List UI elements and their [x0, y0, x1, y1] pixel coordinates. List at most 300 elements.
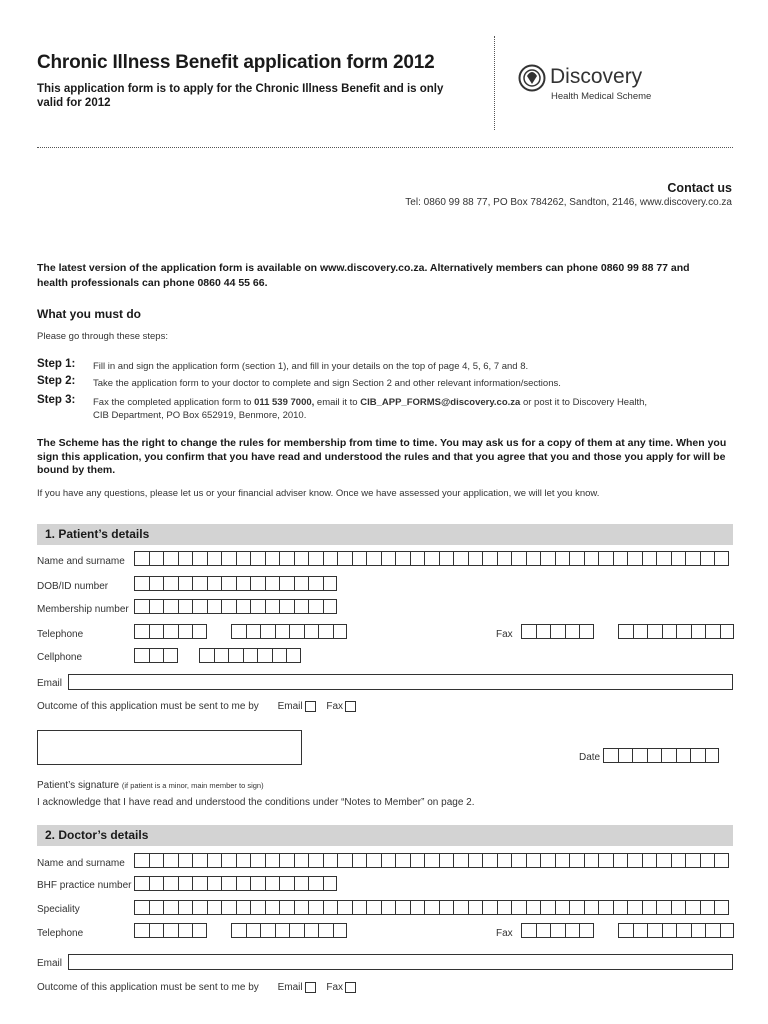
char-box[interactable]	[395, 900, 410, 915]
char-box[interactable]	[618, 624, 633, 639]
doctor-name-label: Name and surname	[37, 858, 125, 869]
char-box[interactable]	[453, 853, 468, 868]
doctor-email-field[interactable]	[68, 954, 733, 970]
char-box[interactable]	[228, 648, 243, 663]
char-box[interactable]	[275, 923, 290, 938]
char-box[interactable]	[260, 624, 275, 639]
char-box[interactable]	[134, 853, 149, 868]
patient-dob-label: DOB/ID number	[37, 581, 109, 592]
char-box[interactable]	[231, 624, 246, 639]
char-box[interactable]	[207, 551, 222, 566]
char-box[interactable]	[395, 853, 410, 868]
char-box[interactable]	[221, 599, 236, 614]
char-box[interactable]	[279, 876, 294, 891]
char-box[interactable]	[163, 551, 178, 566]
char-box[interactable]	[192, 876, 207, 891]
char-box[interactable]	[163, 648, 178, 663]
cellphone-code-field[interactable]	[134, 648, 178, 663]
char-box[interactable]	[352, 551, 367, 566]
char-box[interactable]	[642, 551, 657, 566]
char-box[interactable]	[192, 551, 207, 566]
char-box[interactable]	[671, 551, 686, 566]
char-box[interactable]	[424, 900, 439, 915]
cellphone-number-field[interactable]	[199, 648, 301, 663]
char-box[interactable]	[691, 624, 706, 639]
char-box[interactable]	[192, 576, 207, 591]
char-box[interactable]	[304, 624, 319, 639]
char-box[interactable]	[550, 624, 565, 639]
char-box[interactable]	[497, 900, 512, 915]
contact-details: Tel: 0860 99 88 77, PO Box 784262, Sandton, 2146, www.discovery.co.za	[405, 197, 732, 208]
char-box[interactable]	[633, 923, 648, 938]
membership-number-label: Membership number	[37, 604, 129, 615]
char-box[interactable]	[555, 900, 570, 915]
char-box[interactable]	[236, 876, 251, 891]
char-box[interactable]	[720, 923, 735, 938]
char-box[interactable]	[163, 923, 178, 938]
char-box[interactable]	[352, 853, 367, 868]
char-box[interactable]	[511, 900, 526, 915]
char-box[interactable]	[333, 923, 348, 938]
char-box[interactable]	[318, 624, 333, 639]
char-box[interactable]	[231, 923, 246, 938]
char-box[interactable]	[323, 551, 338, 566]
char-box[interactable]	[662, 923, 677, 938]
speciality-label: Speciality	[37, 904, 80, 915]
char-box[interactable]	[246, 923, 261, 938]
patient-outcome-row: Outcome of this application must be sent to me by Email Fax	[37, 701, 356, 712]
char-box[interactable]	[192, 923, 207, 938]
char-box[interactable]	[294, 853, 309, 868]
char-box[interactable]	[705, 748, 720, 763]
patient-email-field[interactable]	[68, 674, 733, 690]
char-box[interactable]	[178, 900, 193, 915]
date-field[interactable]	[603, 748, 719, 763]
char-box[interactable]	[700, 900, 715, 915]
char-box[interactable]	[265, 900, 280, 915]
char-box[interactable]	[289, 624, 304, 639]
char-box[interactable]	[178, 624, 193, 639]
logo-wordmark: Discovery	[550, 65, 643, 88]
char-box[interactable]	[286, 648, 301, 663]
char-box[interactable]	[250, 900, 265, 915]
char-box[interactable]	[366, 900, 381, 915]
char-box[interactable]	[265, 876, 280, 891]
char-box[interactable]	[221, 551, 236, 566]
char-box[interactable]	[289, 923, 304, 938]
section-1-header: 1. Patient’s details	[37, 524, 733, 545]
char-box[interactable]	[661, 748, 676, 763]
char-box[interactable]	[439, 853, 454, 868]
char-box[interactable]	[627, 853, 642, 868]
step-3-label: Step 3:	[37, 394, 76, 406]
char-box[interactable]	[584, 900, 599, 915]
char-box[interactable]	[714, 853, 729, 868]
char-box[interactable]	[337, 900, 352, 915]
char-box[interactable]	[149, 923, 164, 938]
char-box[interactable]	[700, 551, 715, 566]
char-box[interactable]	[569, 900, 584, 915]
char-box[interactable]	[149, 900, 164, 915]
char-box[interactable]	[134, 551, 149, 566]
bhf-practice-number-field[interactable]	[134, 876, 337, 891]
char-box[interactable]	[410, 853, 425, 868]
char-box[interactable]	[236, 576, 251, 591]
char-box[interactable]	[685, 900, 700, 915]
char-box[interactable]	[632, 748, 647, 763]
char-box[interactable]	[192, 624, 207, 639]
char-box[interactable]	[410, 900, 425, 915]
char-box[interactable]	[598, 551, 613, 566]
char-box[interactable]	[134, 923, 149, 938]
char-box[interactable]	[613, 900, 628, 915]
char-box[interactable]	[439, 551, 454, 566]
step-2-label: Step 2:	[37, 375, 76, 387]
char-box[interactable]	[618, 923, 633, 938]
char-box[interactable]	[221, 576, 236, 591]
char-box[interactable]	[272, 648, 287, 663]
char-box[interactable]	[236, 599, 251, 614]
doctor-telephone-code-field[interactable]	[134, 923, 207, 938]
doctor-fax-code-field[interactable]	[521, 923, 594, 938]
char-box[interactable]	[308, 900, 323, 915]
char-box[interactable]	[714, 551, 729, 566]
patient-outcome-fax-checkbox[interactable]	[345, 701, 356, 712]
char-box[interactable]	[265, 853, 280, 868]
char-box[interactable]	[294, 576, 309, 591]
char-box[interactable]	[236, 900, 251, 915]
char-box[interactable]	[536, 624, 551, 639]
char-box[interactable]	[482, 853, 497, 868]
char-box[interactable]	[352, 900, 367, 915]
char-box[interactable]	[221, 900, 236, 915]
char-box[interactable]	[149, 576, 164, 591]
char-box[interactable]	[323, 853, 338, 868]
char-box[interactable]	[207, 853, 222, 868]
char-box[interactable]	[318, 923, 333, 938]
char-box[interactable]	[700, 853, 715, 868]
date-label: Date	[579, 752, 601, 763]
char-box[interactable]	[603, 748, 618, 763]
char-box[interactable]	[265, 576, 280, 591]
char-box[interactable]	[662, 624, 677, 639]
char-box[interactable]	[482, 551, 497, 566]
char-box[interactable]	[294, 900, 309, 915]
doctor-telephone-number-field[interactable]	[231, 923, 347, 938]
char-box[interactable]	[468, 900, 483, 915]
patient-telephone-number-field[interactable]	[231, 624, 347, 639]
char-box[interactable]	[275, 624, 290, 639]
char-box[interactable]	[192, 599, 207, 614]
discovery-logo-icon	[518, 64, 546, 97]
char-box[interactable]	[163, 624, 178, 639]
char-box[interactable]	[584, 853, 599, 868]
char-box[interactable]	[526, 551, 541, 566]
form-title: Chronic Illness Benefit application form 2012	[37, 52, 435, 73]
char-box[interactable]	[207, 599, 222, 614]
char-box[interactable]	[163, 853, 178, 868]
char-box[interactable]	[468, 853, 483, 868]
char-box[interactable]	[250, 853, 265, 868]
char-box[interactable]	[323, 576, 338, 591]
char-box[interactable]	[163, 900, 178, 915]
char-box[interactable]	[134, 648, 149, 663]
char-box[interactable]	[279, 599, 294, 614]
char-box[interactable]	[250, 551, 265, 566]
patient-fax-code-field[interactable]	[521, 624, 594, 639]
char-box[interactable]	[134, 876, 149, 891]
step-1-label: Step 1:	[37, 358, 76, 370]
latest-version-notice: The latest version of the application form is available on www.discovery.co.za. Alternatively members can phone 0860 99 88 77 and health professionals can phone 0860 44 55 66.	[37, 262, 690, 289]
char-box[interactable]	[511, 551, 526, 566]
char-box[interactable]	[243, 648, 258, 663]
char-box[interactable]	[149, 876, 164, 891]
doctor-outcome-email-checkbox[interactable]	[305, 982, 316, 993]
char-box[interactable]	[192, 900, 207, 915]
char-box[interactable]	[294, 551, 309, 566]
char-box[interactable]	[279, 551, 294, 566]
char-box[interactable]	[526, 900, 541, 915]
char-box[interactable]	[453, 551, 468, 566]
char-box[interactable]	[149, 551, 164, 566]
char-box[interactable]	[550, 923, 565, 938]
char-box[interactable]	[627, 551, 642, 566]
char-box[interactable]	[439, 900, 454, 915]
char-box[interactable]	[453, 900, 468, 915]
char-box[interactable]	[178, 853, 193, 868]
char-box[interactable]	[207, 876, 222, 891]
char-box[interactable]	[540, 853, 555, 868]
char-box[interactable]	[691, 923, 706, 938]
patient-signature-label: Patient’s signature (if patient is a minor, main member to sign)	[37, 780, 264, 791]
char-box[interactable]	[250, 876, 265, 891]
char-box[interactable]	[178, 576, 193, 591]
char-box[interactable]	[526, 853, 541, 868]
acknowledgement-text: I acknowledge that I have read and understood the conditions under “Notes to Member” on page 2.	[37, 797, 475, 808]
char-box[interactable]	[134, 576, 149, 591]
step-3-text: Fax the completed application form to 011 539 7000, email it to CIB_APP_FORMS@discovery.co.za or post it to Discovery Health, CIB Department, PO Box 652919, Benmore, 2010.	[93, 397, 648, 421]
char-box[interactable]	[555, 853, 570, 868]
char-box[interactable]	[598, 900, 613, 915]
char-box[interactable]	[134, 900, 149, 915]
doctor-name-field[interactable]	[134, 853, 729, 868]
char-box[interactable]	[685, 551, 700, 566]
patient-name-field[interactable]	[134, 551, 729, 566]
cellphone-label: Cellphone	[37, 652, 83, 663]
char-box[interactable]	[308, 853, 323, 868]
char-box[interactable]	[676, 748, 691, 763]
patient-dob-field[interactable]	[134, 576, 337, 591]
application-email[interactable]: CIB_APP_FORMS@discovery.co.za	[360, 397, 521, 408]
form-subtitle: This application form is to apply for the Chronic Illness Benefit and is only valid for 2012	[37, 83, 444, 109]
char-box[interactable]	[221, 876, 236, 891]
doctor-outcome-row: Outcome of this application must be sent to me by Email Fax	[37, 982, 356, 993]
char-box[interactable]	[555, 551, 570, 566]
char-box[interactable]	[642, 900, 657, 915]
patient-telephone-code-field[interactable]	[134, 624, 207, 639]
char-box[interactable]	[207, 900, 222, 915]
char-box[interactable]	[265, 599, 280, 614]
questions-notice: If you have any questions, please let us or your financial adviser know. Once we have assessed your application, we will let you know.	[37, 488, 600, 499]
char-box[interactable]	[294, 599, 309, 614]
char-box[interactable]	[565, 923, 580, 938]
char-box[interactable]	[236, 853, 251, 868]
char-box[interactable]	[308, 551, 323, 566]
patient-signature-box[interactable]	[37, 730, 302, 765]
contact-title: Contact us	[667, 181, 732, 195]
char-box[interactable]	[163, 576, 178, 591]
patient-fax-label: Fax	[496, 629, 513, 640]
char-box[interactable]	[149, 624, 164, 639]
char-box[interactable]	[633, 624, 648, 639]
char-box[interactable]	[497, 853, 512, 868]
char-box[interactable]	[540, 551, 555, 566]
char-box[interactable]	[134, 599, 149, 614]
doctor-email-label: Email	[37, 958, 63, 969]
scheme-rules-notice: The Scheme has the right to change the rules for membership from time to time. You may ask us for a copy of them at any time. When you sign this application, you confirm that you have read and understood the rules and that you agree that you and those you apply for will be bound by them.	[37, 437, 727, 476]
char-box[interactable]	[647, 748, 662, 763]
char-box[interactable]	[720, 624, 735, 639]
doctor-outcome-fax-checkbox[interactable]	[345, 982, 356, 993]
char-box[interactable]	[366, 853, 381, 868]
char-box[interactable]	[656, 853, 671, 868]
char-box[interactable]	[647, 923, 662, 938]
section-2-header: 2. Doctor’s details	[37, 825, 733, 846]
char-box[interactable]	[337, 551, 352, 566]
char-box[interactable]	[579, 624, 594, 639]
char-box[interactable]	[279, 576, 294, 591]
char-box[interactable]	[497, 551, 512, 566]
char-box[interactable]	[569, 853, 584, 868]
char-box[interactable]	[163, 599, 178, 614]
char-box[interactable]	[323, 876, 338, 891]
patient-outcome-email-checkbox[interactable]	[305, 701, 316, 712]
char-box[interactable]	[214, 648, 229, 663]
patient-name-label: Name and surname	[37, 556, 125, 567]
char-box[interactable]	[149, 599, 164, 614]
char-box[interactable]	[134, 624, 149, 639]
char-box[interactable]	[536, 923, 551, 938]
char-box[interactable]	[381, 900, 396, 915]
char-box[interactable]	[250, 576, 265, 591]
char-box[interactable]	[279, 853, 294, 868]
char-box[interactable]	[705, 923, 720, 938]
char-box[interactable]	[178, 923, 193, 938]
char-box[interactable]	[714, 900, 729, 915]
char-box[interactable]	[294, 876, 309, 891]
char-box[interactable]	[424, 551, 439, 566]
char-box[interactable]	[178, 551, 193, 566]
fax-number: 011 539 7000,	[254, 397, 315, 408]
char-box[interactable]	[221, 853, 236, 868]
logo-subtitle: Health Medical Scheme	[551, 91, 652, 102]
char-box[interactable]	[511, 853, 526, 868]
char-box[interactable]	[642, 853, 657, 868]
char-box[interactable]	[656, 900, 671, 915]
char-box[interactable]	[584, 551, 599, 566]
doctor-fax-label: Fax	[496, 928, 513, 939]
char-box[interactable]	[199, 648, 214, 663]
char-box[interactable]	[236, 551, 251, 566]
char-box[interactable]	[395, 551, 410, 566]
char-box[interactable]	[149, 648, 164, 663]
char-box[interactable]	[250, 599, 265, 614]
char-box[interactable]	[565, 624, 580, 639]
char-box[interactable]	[676, 923, 691, 938]
char-box[interactable]	[304, 923, 319, 938]
char-box[interactable]	[323, 900, 338, 915]
header-separator	[37, 147, 733, 148]
char-box[interactable]	[685, 853, 700, 868]
char-box[interactable]	[207, 576, 222, 591]
char-box[interactable]	[308, 599, 323, 614]
char-box[interactable]	[521, 624, 536, 639]
doctor-telephone-label: Telephone	[37, 928, 84, 939]
doctor-fax-number-field[interactable]	[618, 923, 734, 938]
char-box[interactable]	[647, 624, 662, 639]
char-box[interactable]	[337, 853, 352, 868]
step-2-text: Take the application form to your doctor to complete and sign Section 2 and other relevant information/sections.	[93, 378, 561, 389]
char-box[interactable]	[521, 923, 536, 938]
what-you-must-do-heading: What you must do	[37, 307, 141, 321]
char-box[interactable]	[178, 599, 193, 614]
char-box[interactable]	[366, 551, 381, 566]
patient-telephone-label: Telephone	[37, 629, 84, 640]
char-box[interactable]	[569, 551, 584, 566]
char-box[interactable]	[656, 551, 671, 566]
char-box[interactable]	[671, 853, 686, 868]
char-box[interactable]	[279, 900, 294, 915]
char-box[interactable]	[676, 624, 691, 639]
char-box[interactable]	[468, 551, 483, 566]
patient-email-label: Email	[37, 678, 63, 689]
char-box[interactable]	[618, 748, 633, 763]
char-box[interactable]	[260, 923, 275, 938]
char-box[interactable]	[257, 648, 272, 663]
bhf-practice-number-label: BHF practice number	[37, 880, 132, 891]
char-box[interactable]	[381, 551, 396, 566]
char-box[interactable]	[308, 576, 323, 591]
char-box[interactable]	[163, 876, 178, 891]
patient-fax-number-field[interactable]	[618, 624, 734, 639]
char-box[interactable]	[613, 551, 628, 566]
char-box[interactable]	[308, 876, 323, 891]
char-box[interactable]	[482, 900, 497, 915]
char-box[interactable]	[613, 853, 628, 868]
char-box[interactable]	[178, 876, 193, 891]
char-box[interactable]	[424, 853, 439, 868]
speciality-field[interactable]	[134, 900, 729, 915]
char-box[interactable]	[579, 923, 594, 938]
char-box[interactable]	[246, 624, 261, 639]
step-1-text: Fill in and sign the application form (section 1), and fill in your details on the top of page 4, 5, 6, 7 and 8.	[93, 361, 529, 372]
char-box[interactable]	[192, 853, 207, 868]
char-box[interactable]	[598, 853, 613, 868]
steps-intro: Please go through these steps:	[37, 331, 168, 342]
char-box[interactable]	[333, 624, 348, 639]
char-box[interactable]	[671, 900, 686, 915]
char-box[interactable]	[540, 900, 555, 915]
char-box[interactable]	[323, 599, 338, 614]
char-box[interactable]	[705, 624, 720, 639]
char-box[interactable]	[265, 551, 280, 566]
membership-number-field[interactable]	[134, 599, 337, 614]
char-box[interactable]	[381, 853, 396, 868]
char-box[interactable]	[149, 853, 164, 868]
char-box[interactable]	[627, 900, 642, 915]
char-box[interactable]	[690, 748, 705, 763]
char-box[interactable]	[410, 551, 425, 566]
